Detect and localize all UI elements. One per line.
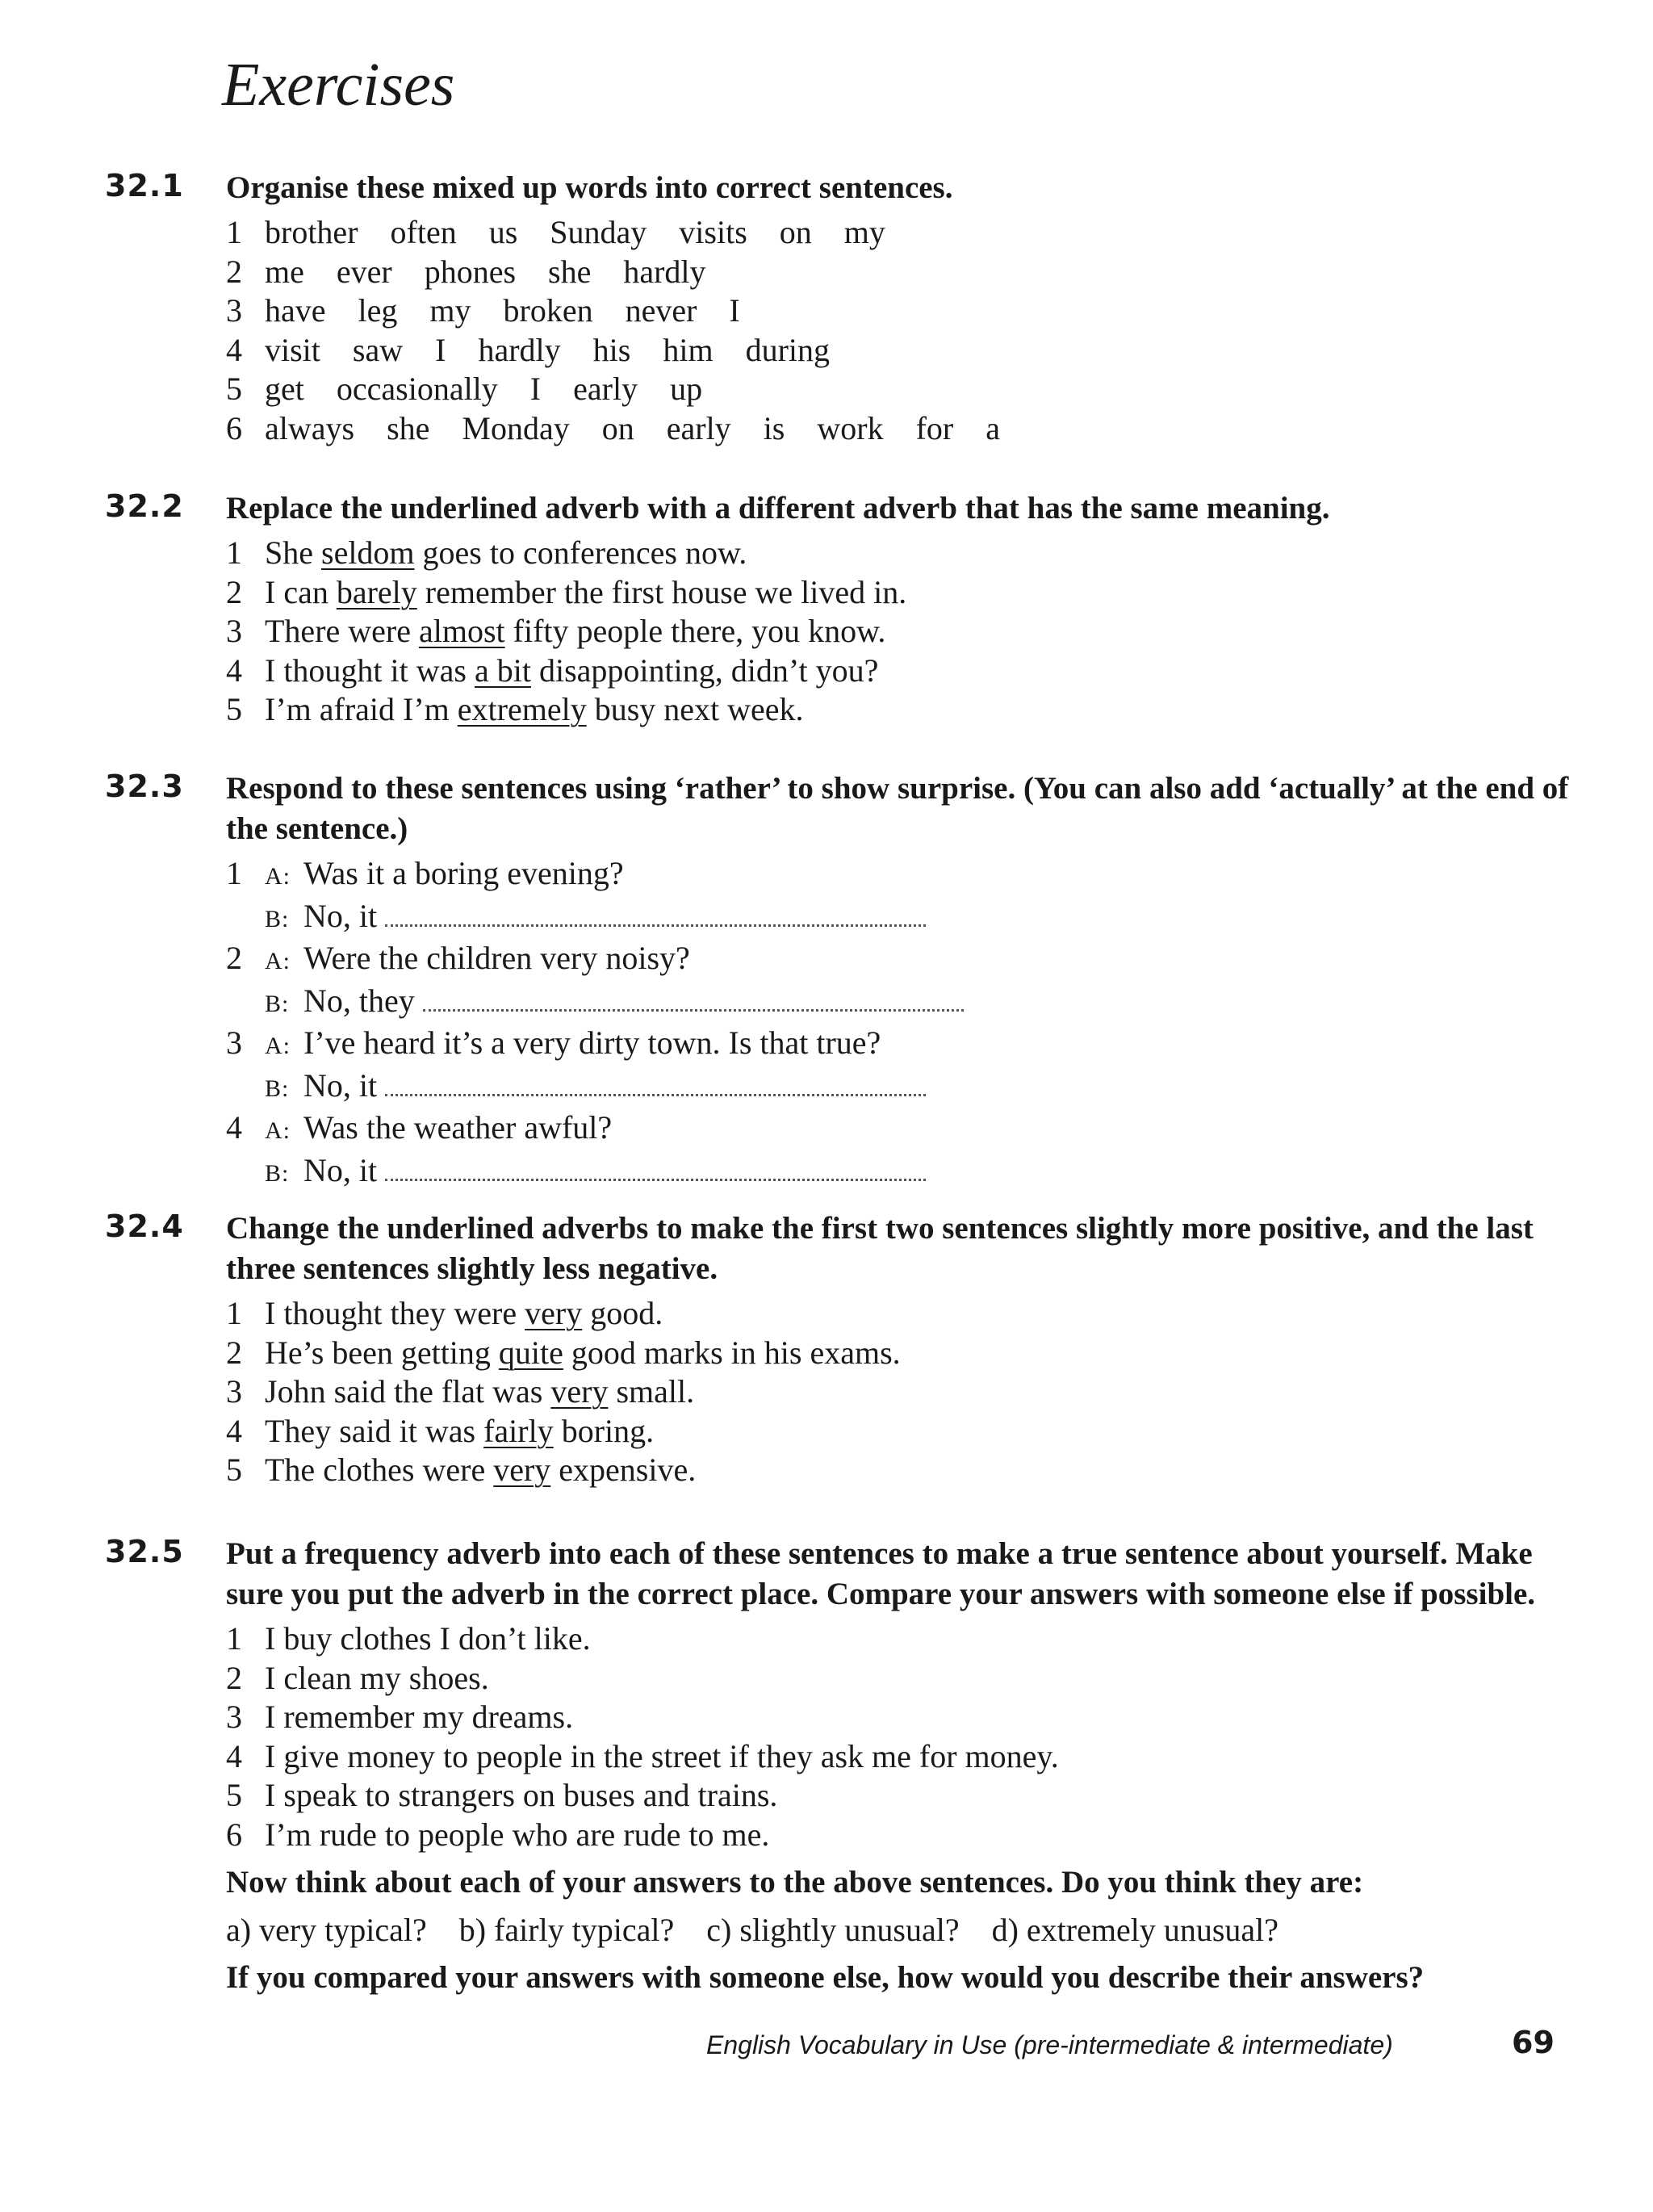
scrambled-words [265, 214, 885, 250]
item-number: 2 [226, 573, 242, 610]
sentence: I give money to people in the street if they ask me for money. [265, 1737, 1059, 1774]
list-item [226, 534, 1582, 573]
exercise-number: 32.1 [105, 168, 184, 203]
word: visits [679, 214, 747, 250]
dialogue-line-b [226, 982, 1582, 1024]
word: occasionally [336, 371, 498, 407]
item-number: 4 [226, 1737, 242, 1774]
item-number: 2 [226, 253, 242, 290]
sentence-end: good marks in his exams. [563, 1334, 901, 1371]
sentence-start: They said it was [265, 1412, 484, 1449]
word: saw [352, 331, 404, 368]
list-item [226, 573, 1582, 613]
list-item [226, 1412, 1582, 1452]
speaker-a-label: A: [265, 1033, 291, 1059]
item-number: 3 [226, 292, 242, 329]
sentence-start: He’s been getting [265, 1334, 499, 1371]
word: I [729, 292, 740, 329]
speaker-b-text: No, they [303, 982, 415, 1019]
list-item [226, 651, 1582, 691]
word: brother [265, 214, 358, 250]
list-item [226, 213, 1582, 253]
word: she [548, 253, 592, 290]
list-item [226, 291, 1582, 331]
word: leg [358, 292, 398, 329]
exercise-instruction: Organise these mixed up words into correct sentences. [226, 170, 953, 205]
speaker-b-text: No, it [303, 897, 378, 934]
book-title: English Vocabulary in Use (pre-intermediate & intermediate) [706, 2030, 1393, 2059]
exercise-number: 32.5 [105, 1534, 184, 1569]
word: Sunday [550, 214, 647, 250]
item-number: 5 [226, 1777, 242, 1813]
exercise-instruction: Put a frequency adverb into each of these sentences to make a true sentence about yourself. Make sure you put the adverb in the correct place. Compare your answers with someone else if possible. [226, 1536, 1536, 1611]
follow-up-question: Now think about each of your answers to the above sentences. Do you think they are: [226, 1865, 1364, 1900]
word: him [663, 331, 714, 368]
answer-blank [385, 1154, 926, 1181]
item-number: 2 [226, 1334, 242, 1371]
word: on [601, 409, 634, 446]
word: early [573, 371, 638, 407]
word: us [488, 214, 518, 250]
item-number: 1 [226, 855, 242, 891]
speaker-b-label: B: [265, 1159, 290, 1187]
sentence-end: busy next week. [586, 691, 804, 727]
item-number: 3 [226, 1699, 242, 1735]
word: phones [424, 253, 517, 290]
word: I [435, 331, 446, 368]
sentence-end: good. [582, 1295, 663, 1331]
item-number: 3 [226, 1373, 242, 1410]
page-number: 69 [1512, 2025, 1555, 2060]
dialogue-list [226, 854, 1582, 1193]
item-number: 6 [226, 409, 242, 446]
list-item [226, 690, 1582, 730]
item-number: 4 [226, 1109, 242, 1146]
dialogue-line-b [226, 1066, 1582, 1109]
word: I [529, 371, 542, 407]
exercise-instruction: Change the underlined adverbs to make the first two sentences slightly more positive, and the last three sentences slightly less negative. [226, 1211, 1534, 1286]
sentence-end: goes to conferences now. [414, 534, 747, 571]
answer-blank [385, 1070, 926, 1096]
list-item [226, 1294, 1582, 1334]
answer-option: a) very typical? [226, 1912, 427, 1948]
item-number: 1 [226, 1620, 242, 1657]
item-number: 5 [226, 691, 242, 727]
word: my [429, 292, 471, 329]
speaker-a-label: A: [265, 863, 291, 890]
word: up [670, 371, 703, 407]
item-number: 3 [226, 613, 242, 649]
list-item [226, 1372, 1582, 1412]
speaker-b-label: B: [265, 905, 290, 932]
exercise-number: 32.2 [105, 488, 184, 524]
sentence-start: She [265, 534, 321, 571]
sentence: I buy clothes I don’t like. [265, 1620, 591, 1657]
word: his [592, 331, 631, 368]
sentence-start: I thought they were [265, 1295, 525, 1331]
underlined-adverb: almost [418, 613, 505, 649]
answer-option: d) extremely unusual? [991, 1912, 1279, 1948]
sentence-end: expensive. [550, 1452, 697, 1488]
list-item [226, 253, 1582, 292]
item-number: 3 [226, 1024, 242, 1061]
sentence-end: small. [608, 1373, 695, 1410]
word: my [843, 214, 885, 250]
speaker-a-label: A: [265, 948, 291, 974]
sentence: I clean my shoes. [265, 1659, 489, 1696]
sentence-end: fifty people there, you know. [504, 613, 886, 649]
underlined-adverb: very [525, 1295, 583, 1331]
answer-options [226, 1906, 1582, 1954]
underlined-adverb: barely [336, 573, 417, 610]
word: get [265, 371, 304, 407]
sentence-start: There were [265, 613, 419, 649]
sentence-end: remember the first house we lived in. [416, 573, 907, 610]
list-item [226, 1451, 1582, 1490]
speaker-a-text: I’ve heard it’s a very dirty town. Is that true? [303, 1024, 881, 1061]
sentence: I speak to strangers on buses and trains. [265, 1777, 778, 1813]
word: on [779, 214, 812, 250]
exercise-number: 32.4 [105, 1209, 184, 1244]
word: during [745, 331, 830, 368]
word: visit [265, 331, 320, 368]
dialogue-line-a [226, 939, 1582, 982]
answer-blank [385, 900, 926, 927]
word: often [390, 214, 457, 250]
sentence-start: I can [265, 573, 337, 610]
speaker-b-text: No, it [303, 1066, 378, 1104]
word: early [666, 409, 731, 446]
item-number: 2 [226, 1659, 242, 1696]
speaker-b-text: No, it [303, 1151, 378, 1188]
speaker-b-label: B: [265, 1075, 290, 1102]
item-number: 2 [226, 940, 242, 976]
sentence-start: I’m afraid I’m [265, 691, 458, 727]
sentence-end: boring. [553, 1412, 655, 1449]
word-list [226, 213, 1582, 448]
scrambled-words [265, 292, 740, 329]
exercise-instruction: Replace the underlined adverb with a different adverb that has the same meaning. [226, 491, 1330, 526]
list-item [226, 409, 1582, 449]
sentence: I’m rude to people who are rude to me. [265, 1816, 770, 1853]
item-number: 5 [226, 371, 242, 407]
word: ever [336, 253, 392, 290]
word: for [915, 409, 954, 446]
sentence-start: I thought it was [265, 651, 475, 689]
item-number: 6 [226, 1816, 242, 1853]
scrambled-words [265, 410, 1000, 446]
underlined-adverb: seldom [321, 534, 415, 571]
sentence-end: disappointing, didn’t you? [530, 651, 879, 689]
word: always [265, 409, 355, 446]
speaker-a-text: Was the weather awful? [303, 1109, 613, 1146]
word: a [986, 409, 1000, 446]
list-item [226, 612, 1582, 651]
dialogue-line-b [226, 1151, 1582, 1194]
speaker-a-text: Was it a boring evening? [303, 855, 624, 891]
underlined-adverb: fairly [483, 1412, 554, 1449]
underlined-adverb: very [493, 1452, 551, 1488]
scrambled-words [265, 253, 706, 290]
list-item [226, 1776, 1582, 1816]
sentence-start: John said the flat was [265, 1373, 551, 1410]
list-item [226, 1659, 1582, 1699]
scrambled-words [265, 371, 702, 407]
answer-option: b) fairly typical? [458, 1912, 675, 1948]
word: hardly [623, 253, 706, 290]
dialogue-line-a [226, 1108, 1582, 1151]
dialogue-line-b [226, 897, 1582, 940]
word: she [387, 409, 430, 446]
word: broken [503, 292, 593, 329]
sentence-list [226, 1294, 1582, 1490]
underlined-adverb: extremely [457, 691, 587, 727]
word: never [625, 292, 697, 329]
sentence-list [226, 534, 1582, 730]
item-number: 1 [226, 214, 242, 250]
list-item [226, 370, 1582, 409]
answer-blank [423, 985, 964, 1012]
word: work [817, 409, 884, 446]
sentence-start: The clothes were [265, 1452, 494, 1488]
item-number: 4 [226, 331, 242, 368]
item-number: 1 [226, 534, 242, 571]
speaker-b-label: B: [265, 990, 290, 1017]
word: Monday [462, 409, 570, 446]
exercise-instruction: Respond to these sentences using ‘rather’ to show surprise. (You can also add ‘actually’ at the end of the sentence.) [226, 771, 1569, 846]
underlined-adverb: a bit [474, 651, 531, 689]
speaker-a-label: A: [265, 1117, 291, 1144]
list-item [226, 1619, 1582, 1659]
item-number: 4 [226, 651, 242, 689]
list-item [226, 1334, 1582, 1373]
item-number: 5 [226, 1452, 242, 1488]
page-title: Exercises [222, 51, 455, 119]
word: have [265, 292, 326, 329]
list-item [226, 331, 1582, 371]
dialogue-line-a [226, 1024, 1582, 1066]
word: hardly [478, 331, 561, 368]
exercise-number: 32.3 [105, 769, 184, 804]
underlined-adverb: very [550, 1373, 609, 1410]
sentence: I remember my dreams. [265, 1699, 574, 1735]
item-number: 4 [226, 1412, 242, 1449]
dialogue-line-a [226, 854, 1582, 897]
underlined-adverb: quite [498, 1334, 563, 1371]
list-item [226, 1698, 1582, 1737]
sentence-list [226, 1619, 1582, 1854]
item-number: 1 [226, 1295, 242, 1331]
speaker-a-text: Were the children very noisy? [303, 940, 690, 976]
word: me [265, 253, 304, 290]
answer-option: c) slightly unusual? [706, 1912, 960, 1948]
closing-question: If you compared your answers with someone else, how would you describe their answers? [226, 1960, 1425, 1995]
list-item [226, 1816, 1582, 1855]
word: is [763, 409, 785, 446]
scrambled-words [265, 332, 830, 368]
list-item [226, 1737, 1582, 1777]
